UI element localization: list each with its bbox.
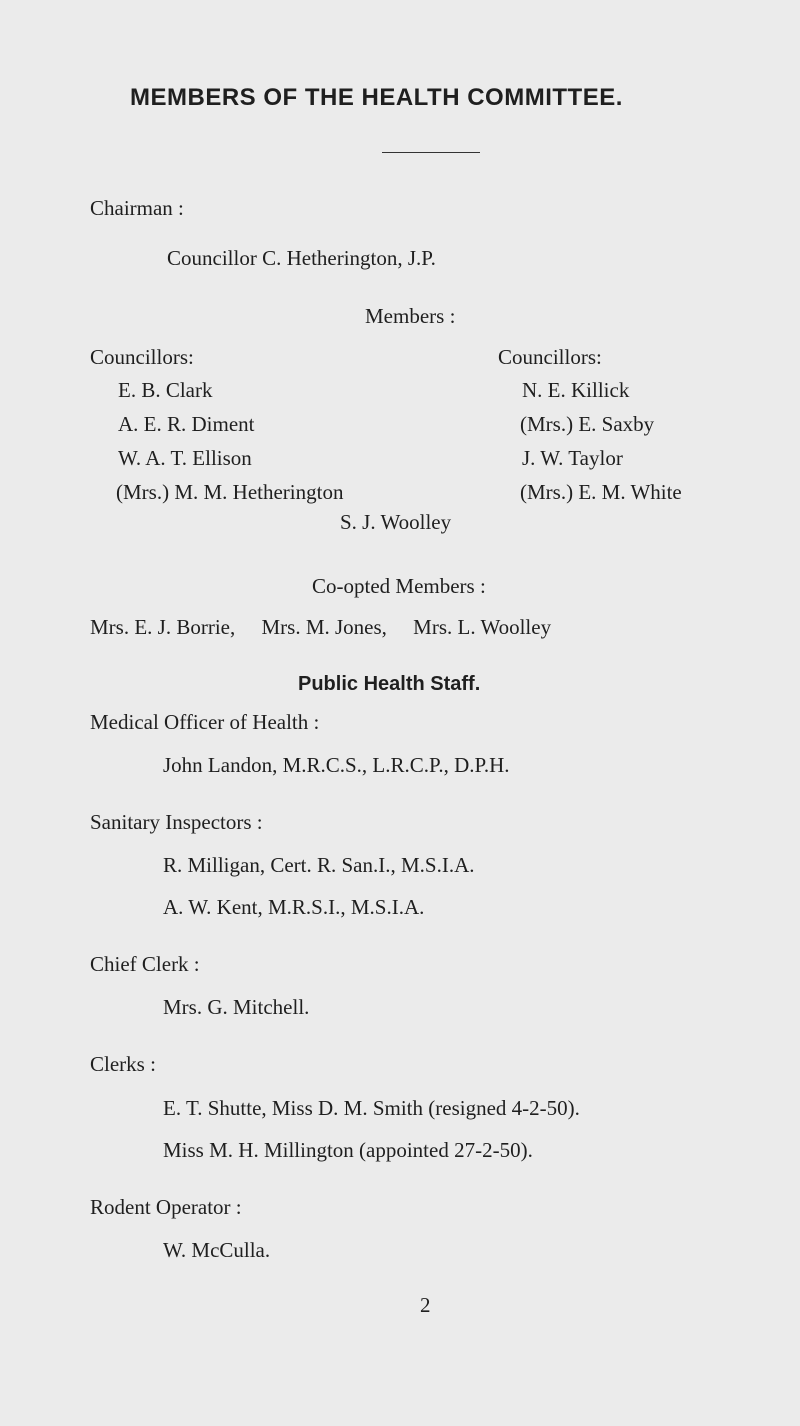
chief-clerk-heading: Chief Clerk : (90, 952, 200, 976)
title-divider (382, 152, 480, 153)
councillor-right-4: (Mrs.) E. M. White (520, 480, 682, 504)
councillor-right-1: N. E. Killick (522, 378, 630, 402)
clerk-2: Miss M. H. Millington (appointed 27-2-50). (163, 1138, 533, 1162)
councillor-left-3: W. A. T. Ellison (118, 446, 252, 470)
coopted-heading: Co-opted Members : (312, 574, 486, 598)
page-title: MEMBERS OF THE HEALTH COMMITTEE. (130, 84, 623, 111)
councillor-left-4: (Mrs.) M. M. Hetherington (116, 480, 344, 504)
councillors-right-heading: Councillors: (498, 345, 602, 369)
councillor-extra: S. J. Woolley (340, 510, 452, 534)
councillor-right-2: (Mrs.) E. Saxby (520, 412, 655, 436)
moh-name: John Landon, M.R.C.S., L.R.C.P., D.P.H. (163, 753, 510, 777)
chairman-name: Councillor C. Hetherington, J.P. (167, 246, 436, 270)
sanitary-inspector-1: R. Milligan, Cert. R. San.I., M.S.I.A. (163, 853, 475, 877)
coopted-names: Mrs. E. J. Borrie, Mrs. M. Jones, Mrs. L. Woolley (90, 615, 552, 639)
sanitary-inspector-2: A. W. Kent, M.R.S.I., M.S.I.A. (163, 895, 425, 919)
clerk-1: E. T. Shutte, Miss D. M. Smith (resigned 4-2-50). (163, 1096, 580, 1120)
councillor-left-1: E. B. Clark (118, 378, 213, 402)
members-heading: Members : (365, 304, 456, 328)
staff-heading: Public Health Staff. (298, 673, 481, 695)
chairman-heading: Chairman : (90, 196, 184, 220)
moh-heading: Medical Officer of Health : (90, 710, 320, 734)
councillor-left-2: A. E. R. Diment (118, 412, 255, 436)
chief-clerk-name: Mrs. G. Mitchell. (163, 995, 310, 1019)
sanitary-heading: Sanitary Inspectors : (90, 810, 263, 834)
rodent-name: W. McCulla. (163, 1238, 271, 1262)
clerks-heading: Clerks : (90, 1052, 156, 1076)
councillor-right-3: J. W. Taylor (522, 446, 623, 470)
councillors-left-heading: Councillors: (90, 345, 194, 369)
page-number: 2 (420, 1293, 431, 1317)
rodent-heading: Rodent Operator : (90, 1195, 242, 1219)
